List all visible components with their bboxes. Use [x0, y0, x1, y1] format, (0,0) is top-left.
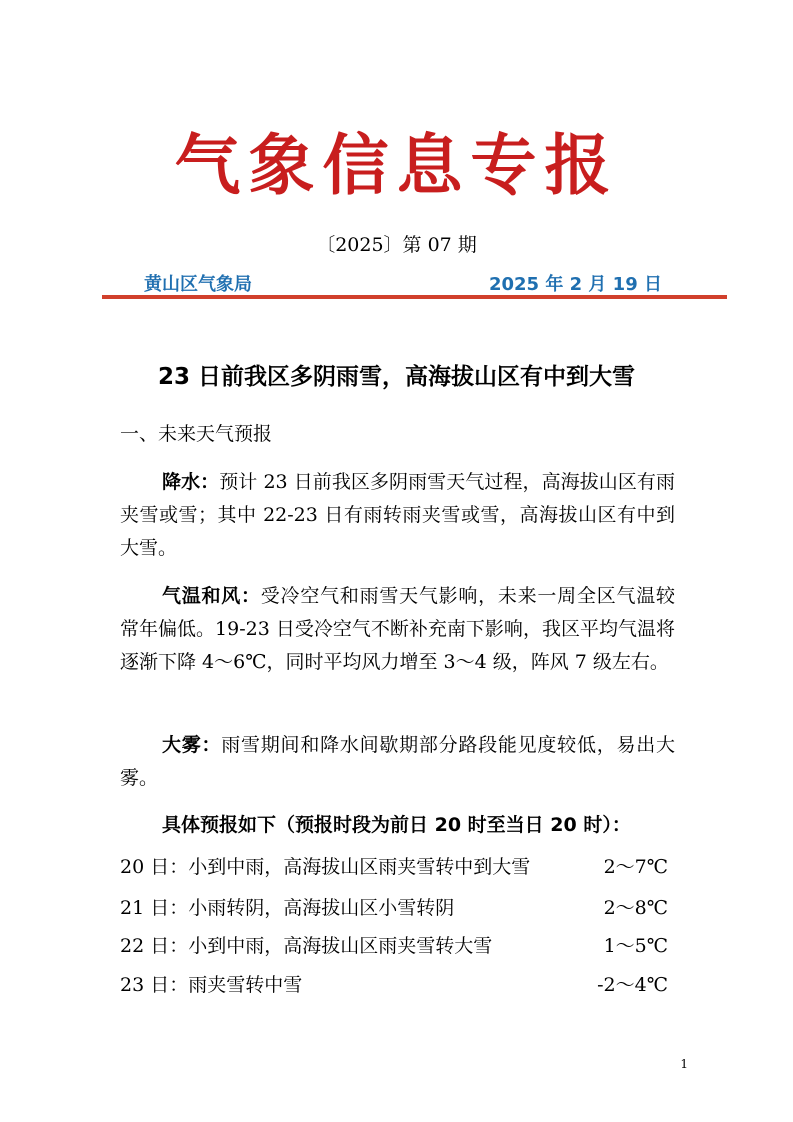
- paragraph-text: 受冷空气和雨雪天气影响，未来一周全区气温较常年偏低。19-23 日受冷空气不断补充南下影响，我区平均气温将逐渐下降 4～6℃，同时平均风力增至 3～4 级，阵风 7 级左右。: [120, 585, 675, 673]
- forecast-description: 23 日：雨夹雪转中雪: [120, 974, 303, 996]
- forecast-temperature: -2～4℃: [597, 974, 668, 996]
- paragraph-temperature-wind: [120, 580, 675, 679]
- forecast-row: [120, 893, 668, 923]
- headline: 23 日前我区多阴雨雪，高海拔山区有中到大雪: [157, 364, 635, 390]
- issue-number: 〔2025〕第 07 期: [316, 234, 477, 256]
- forecast-description: 22 日：小到中雨，高海拔山区雨夹雪转大雪: [120, 935, 493, 957]
- forecast-temperature: 2～8℃: [603, 897, 668, 919]
- header-divider: [102, 295, 727, 299]
- forecast-row: [120, 852, 668, 882]
- page-number: 1: [680, 1057, 688, 1071]
- paragraph-label: 大雾：: [162, 734, 222, 756]
- forecast-description: 21 日：小雨转阴，高海拔山区小雪转阴: [120, 897, 455, 919]
- section-heading: 一、未来天气预报: [120, 423, 273, 445]
- forecast-row: [120, 970, 668, 1000]
- issue-date: 2025 年 2 月 19 日: [488, 274, 662, 295]
- paragraph-label: 气温和风：: [162, 585, 261, 607]
- paragraph-text: 预计 23 日前我区多阴雨雪天气过程，高海拔山区有雨夹雪或雪；其中 22-23 日有雨转雨夹雪或雪，高海拔山区有中到大雪。: [120, 471, 675, 559]
- paragraph-precipitation: [120, 466, 675, 565]
- forecast-row: [120, 931, 668, 961]
- paragraph-text: 雨雪期间和降水间歇期部分路段能见度较低，易出大雾。: [120, 734, 675, 789]
- masthead-title: 气象信息专报: [174, 126, 619, 204]
- paragraph-label: 降水：: [162, 471, 220, 493]
- forecast-temperature: 2～7℃: [603, 856, 668, 878]
- detail-forecast-heading: 具体预报如下（预报时段为前日 20 时至当日 20 时）：: [162, 814, 631, 836]
- forecast-description: 20 日：小到中雨，高海拔山区雨夹雪转中到大雪: [120, 856, 531, 878]
- paragraph-fog: [120, 729, 675, 795]
- issuer-name: 黄山区气象局: [144, 274, 252, 295]
- forecast-temperature: 1～5℃: [603, 935, 668, 957]
